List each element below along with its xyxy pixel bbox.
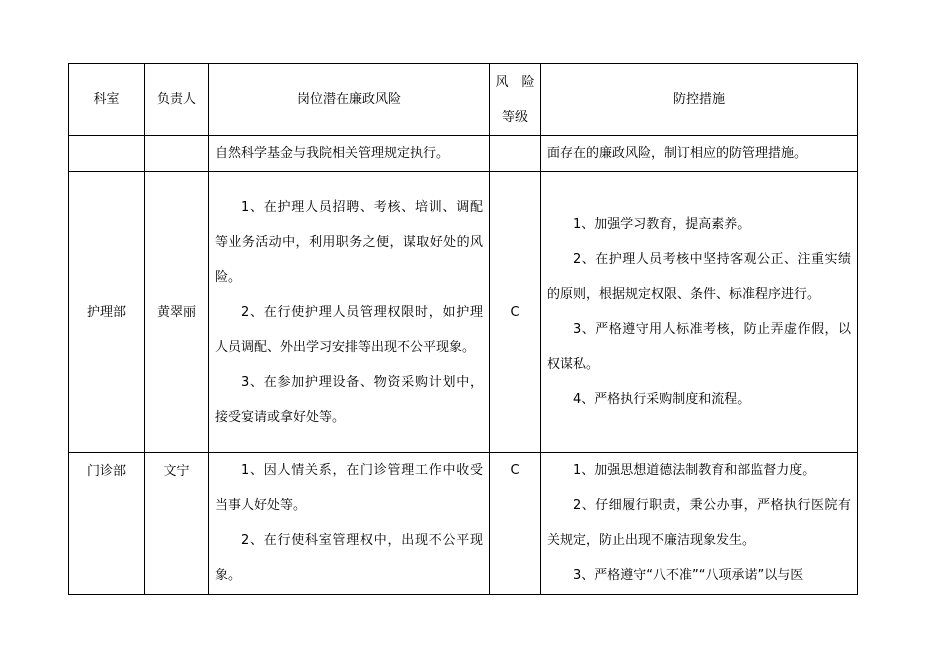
measure-item: 2、在护理人员考核中坚持客观公正、注重实绩的原则，根据规定权限、条件、标准程序进行。 <box>547 252 851 302</box>
risk-item: 1、在护理人员招聘、考核、培训、调配等业务活动中，利用职务之便，谋取好处的风险。 <box>215 199 483 285</box>
cont-measures <box>541 136 858 172</box>
header-row <box>69 64 858 136</box>
department-cell: 护理部 <box>69 172 145 453</box>
header-level-line2: 等级 <box>501 109 528 125</box>
responsible-cell: 黄翠丽 <box>145 172 209 453</box>
risk-item: 3、在参加护理设备、物资采购计划中，接受宴请或拿好处等。 <box>215 374 483 425</box>
header-risk: 岗位潜在廉政风险 <box>209 64 490 136</box>
header-level <box>490 64 541 136</box>
table-row <box>69 172 858 453</box>
risk-cell <box>209 453 490 595</box>
cont-measures-text: 面存在的廉政风险，制订相应的防管理措施。 <box>547 146 808 161</box>
cont-level <box>490 136 541 172</box>
risk-item: 2、在行使科室管理权中，出现不公平现象。 <box>215 533 483 583</box>
measures-cell <box>541 453 858 595</box>
measure-item: 1、加强思想道德法制教育和部监督力度。 <box>573 463 816 478</box>
header-responsible: 负责人 <box>145 64 209 136</box>
cont-risk-text: 自然科学基金与我院相关管理规定执行。 <box>215 146 450 161</box>
risk-cell <box>209 172 490 453</box>
header-measures: 防控措施 <box>541 64 858 136</box>
department-cell: 门诊部 <box>69 453 145 595</box>
risk-item: 1、因人情关系，在门诊管理工作中收受当事人好处等。 <box>215 463 483 513</box>
measure-item: 3、严格遵守用人标准考核，防止弄虚作假，以权谋私。 <box>547 322 851 372</box>
risk-control-table <box>68 63 858 595</box>
measure-item: 3、严格遵守“八不准”“八项承诺”以与医 <box>573 568 804 583</box>
cont-risk <box>209 136 490 172</box>
measure-item: 2、仔细履行职责，秉公办事，严格执行医院有关规定，防止出现不廉洁现象发生。 <box>547 498 851 548</box>
risk-item: 2、在行使护理人员管理权限时，如护理人员调配、外出学习安排等出现不公平现象。 <box>215 304 483 355</box>
risk-level-cell: C <box>490 453 541 595</box>
header-department: 科室 <box>69 64 145 136</box>
risk-level-cell: C <box>490 172 541 453</box>
cont-department <box>69 136 145 172</box>
header-level-line1: 风 险 <box>495 74 535 90</box>
cont-responsible <box>145 136 209 172</box>
table-row <box>69 453 858 595</box>
measure-item: 4、严格执行采购制度和流程。 <box>573 392 751 407</box>
measures-cell <box>541 172 858 453</box>
measure-item: 1、加强学习教育，提高素养。 <box>573 217 751 232</box>
responsible-cell: 文宁 <box>145 453 209 595</box>
table-row-continuation <box>69 136 858 172</box>
